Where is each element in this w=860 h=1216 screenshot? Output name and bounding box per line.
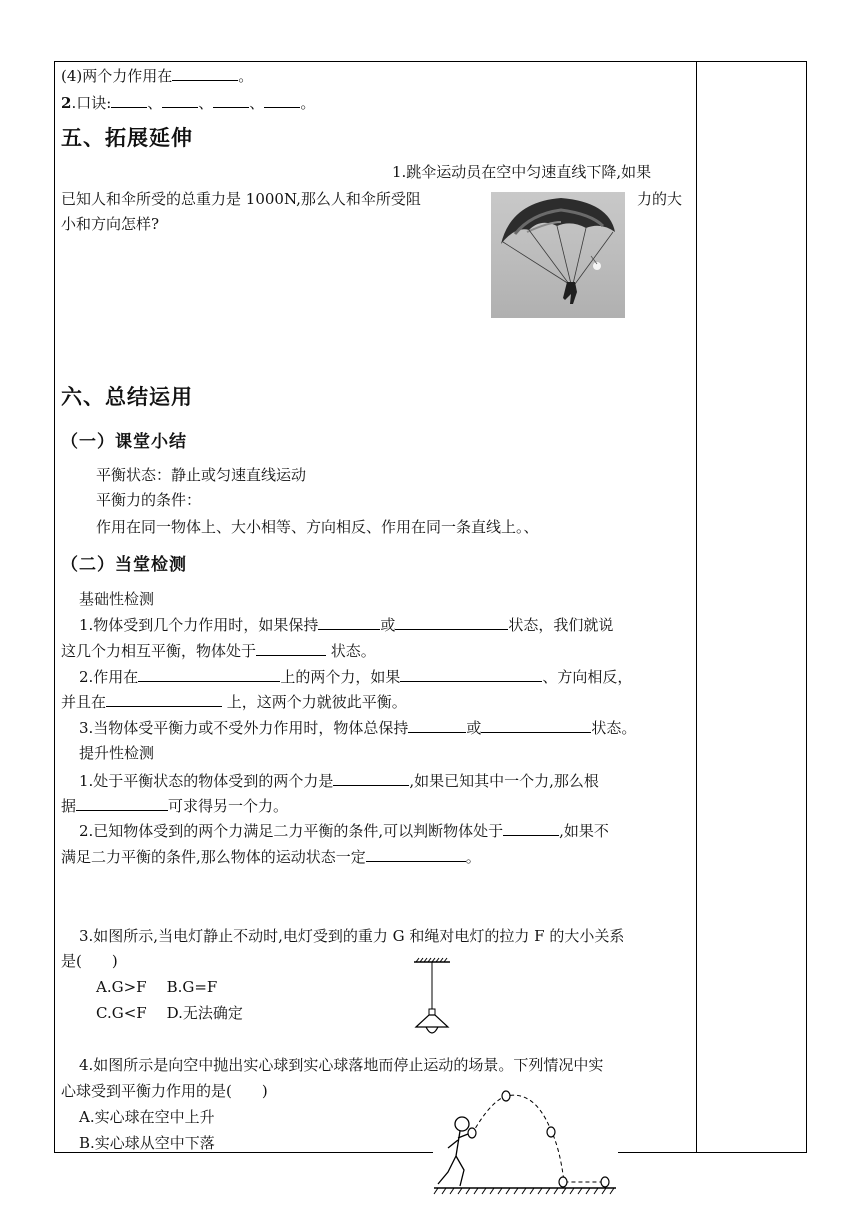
q5-line-1: 1.跳伞运动员在空中匀速直线下降,如果 [392,163,652,181]
basic-test-title: 基础性检测 [79,590,155,608]
text: 1.物体受到几个力作用时，如果保持 [79,616,319,634]
adv-q3-options-2 [96,1003,243,1023]
mnemonic-label: .口诀: [71,94,112,112]
text: 满足二力平衡的条件,那么物体的运动状态一定 [61,848,366,866]
summary-line-2: 平衡力的条件： [96,491,202,509]
section-5-title: 五、拓展延伸 [61,126,193,150]
ball-icon [559,1177,567,1187]
separator: 、 [147,94,163,112]
blank [106,691,222,707]
basic-q1-line-1 [79,614,613,635]
condition-4-line [61,65,253,86]
blank [395,614,508,630]
text: ,如果不 [559,822,609,840]
summary-line-1: 平衡状态：静止或匀速直线运动 [96,466,307,484]
text: 可求得另一个力。 [168,797,289,815]
blank [111,92,147,108]
parachute-photo [491,192,625,318]
adv-q4-option-a: A.实心球在空中上升 [79,1108,215,1126]
parachute-icon [491,192,625,318]
basic-q1-line-2 [61,640,376,661]
summary-subtitle: （一）课堂小结 [61,432,187,452]
q5-line-3: 小和方向怎样? [61,215,160,233]
separator: 、 [249,94,265,112]
text: 。 [465,848,481,866]
adv-q2-line-1 [79,820,609,841]
hanging-lamp-figure [408,957,458,1039]
text: 、方向相反， [542,668,633,686]
ball-throw-figure [430,1086,620,1198]
basic-q2-line-2 [61,691,407,712]
ball-icon [547,1127,555,1137]
period: 。 [238,67,254,85]
adv-q4-line-1: 4.如图所示是向空中抛出实心球到实心球落地而停止运动的场景。下列情况中实 [79,1056,604,1074]
option-b: B.G=F [166,978,218,996]
ball-icon [468,1128,476,1138]
text: 状态，我们就说 [508,616,614,634]
ball-icon [601,1177,609,1187]
adv-q3-line-1: 3.如图所示,当电灯静止不动时,电灯受到的重力 G 和绳对电灯的拉力 F 的大小关系 [79,927,625,945]
blank [213,92,249,108]
q5-line-2b: 力的大 [637,190,683,208]
adv-q3-options-1 [96,977,217,997]
ball-icon [502,1091,510,1101]
adv-q4-line-2: 心球受到平衡力作用的是( ) [61,1082,268,1100]
text: 上，这两个力就彼此平衡。 [222,693,407,711]
text: 或 [380,616,396,634]
adv-q1-line-1 [79,770,599,791]
separator: 、 [198,94,214,112]
person-icon [438,1117,469,1186]
text: 并且在 [61,693,107,711]
text: 状态。 [591,719,637,737]
blank [172,65,238,81]
table-top-border [54,61,807,62]
text: 或 [466,719,482,737]
text: 2.已知物体受到的两个力满足二力平衡的条件,可以判断物体处于 [79,822,504,840]
adv-q1-line-2 [61,795,288,816]
table-column-divider [696,61,697,1153]
text: ,如果已知其中一个力,那么根 [409,772,599,790]
option-d: D.无法确定 [166,1004,243,1022]
text: 2.作用在 [79,668,139,686]
condition-4-text: (4)两个力作用在 [61,67,173,85]
blank [408,717,466,733]
blank [76,795,168,811]
blank [400,666,542,682]
text: 据 [61,797,77,815]
blank [481,717,591,733]
blank [256,640,326,656]
basic-q3-line [79,717,636,738]
blank [162,92,198,108]
blank [264,92,300,108]
blank [333,770,409,786]
item-number: 2 [61,94,72,112]
text: 这几个力相互平衡，物体处于 [61,642,257,660]
basic-q2-line-1 [79,666,632,687]
option-a: A.G>F [96,978,147,996]
blank [503,820,559,836]
mnemonic-line [61,92,315,113]
text: 1.处于平衡状态的物体受到的两个力是 [79,772,334,790]
section-6-title: 六、总结运用 [61,385,193,409]
q5-line-2a: 已知人和伞所受的总重力是 1000N,那么人和伞所受阻 [61,190,421,208]
adv-q3-line-2: 是( ) [61,952,118,970]
option-c: C.G<F [96,1004,147,1022]
table-right-border [806,61,807,1153]
table-bottom-border-right [618,1152,807,1153]
text: 3.当物体受平衡力或不受外力作用时，物体总保持 [79,719,409,737]
blank [366,846,466,862]
text: 上的两个力，如果 [280,668,401,686]
period: 。 [300,94,316,112]
summary-line-3: 作用在同一物体上、大小相等、方向相反、作用在同一条直线上。、 [96,518,539,536]
table-left-border [54,61,55,1153]
adv-q4-option-b: B.实心球从空中下落 [79,1134,215,1152]
blank [318,614,380,630]
test-subtitle: （二）当堂检测 [61,555,187,575]
advanced-test-title: 提升性检测 [79,744,155,762]
text: 状态。 [326,642,376,660]
blank [138,666,280,682]
adv-q2-line-2 [61,846,481,867]
